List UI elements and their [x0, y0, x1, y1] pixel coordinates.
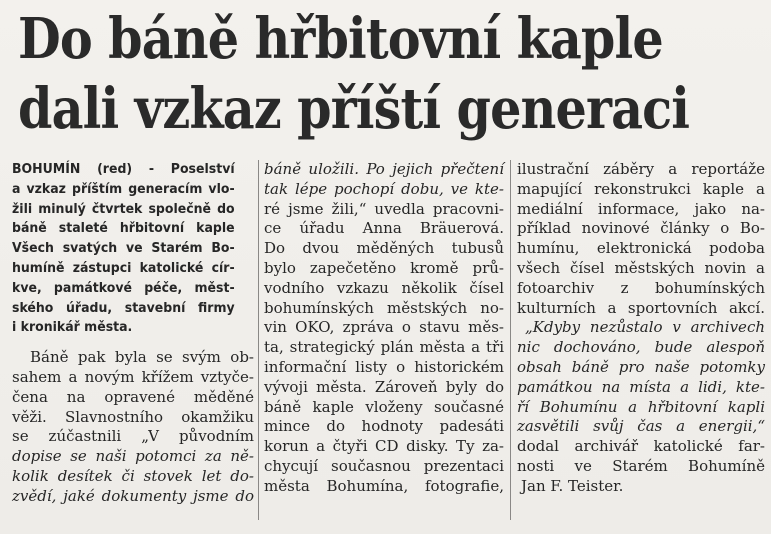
article-column-1 — [12, 160, 254, 507]
body-line: mince do hodnoty padesáti — [264, 417, 504, 436]
column-divider — [510, 160, 511, 520]
body-line: ilustrační záběry a reportáže — [517, 160, 765, 178]
body-line: báně uložili. Po jejich přečtení — [264, 160, 504, 178]
body-line: památkou na místa a lidi, kte- — [517, 377, 765, 396]
body-line: chycují současnou prezentaci — [264, 456, 504, 475]
body-line: kolik desítek či stovek let do- — [12, 466, 254, 485]
lead-line: humíně zástupci katolické cír- — [12, 259, 235, 276]
body-line: města Bohumína, fotografie, — [264, 476, 504, 495]
body-line: Do dvou měděných tubusů — [264, 239, 504, 258]
body-line: ré jsme žili,“ uvedla pracovni- — [264, 199, 504, 218]
body-line: vývoji města. Zároveň byly do — [264, 377, 504, 396]
body-line: vin OKO, zpráva o stavu měs- — [264, 318, 504, 337]
body-line: všech čísel městských novin a — [517, 258, 765, 277]
body-line: „Kdyby nezůstalo v archivech — [525, 318, 765, 337]
lead-line: kve, památkové péče, měst- — [12, 279, 235, 296]
body-line: dodal archivář katolické far- — [517, 437, 765, 456]
body-line: sahem a novým křížem vztyče- — [12, 367, 254, 386]
body-line: zasvětili svůj čas a energii,“ — [517, 417, 765, 436]
body-line: nic dochováno, bude alespoň — [517, 338, 765, 357]
body-line: věži. Slavnostního okamžiku — [12, 407, 254, 426]
body-line: bylo zapečetěno kromě prů- — [264, 258, 504, 277]
body-line: Jan F. Teister. — [521, 476, 624, 495]
headline-line-2: dali vzkaz příští generaci — [18, 76, 690, 142]
lead-line: žili minulý čtvrtek společně do — [12, 200, 235, 217]
lead-line: ského úřadu, stavební firmy — [12, 299, 235, 316]
body-line: nosti ve Starém Bohumíně — [517, 456, 765, 475]
body-line: příklad novinové články o Bo- — [517, 219, 765, 238]
body-line: fotoarchiv z bohumínských — [517, 278, 765, 297]
body-line: se zúčastnili „V původním — [12, 427, 254, 446]
article-column-2 — [264, 160, 504, 497]
body-line: informační listy o historickém — [264, 357, 504, 376]
body-line: vodního vzkazu několik čísel — [264, 278, 504, 297]
body-line: ce úřadu Anna Bräuerová. — [264, 219, 504, 238]
lead-line: báně staleté hřbitovní kaple — [12, 220, 235, 237]
body-line: mediální informace, jako na- — [517, 199, 765, 218]
column-divider — [258, 160, 259, 520]
body-line: bohumínských městských no- — [264, 298, 504, 317]
body-line: dopise se naši potomci za ně- — [12, 447, 254, 466]
body-line: báně kaple vloženy současné — [264, 397, 504, 416]
body-line: ří Bohumínu a hřbitovní kapli — [517, 397, 765, 416]
lead-line: a vzkaz příštím generacím vlo- — [12, 180, 235, 197]
lead-line: BOHUMÍN (red) - Poselství — [12, 161, 235, 177]
body-line: čena na opravené měděné — [12, 387, 254, 406]
headline-line-1: Do báně hřbitovní kaple — [18, 6, 663, 72]
body-line: ta, strategický plán města a tři — [264, 338, 504, 357]
body-line: humínu, elektronická podoba — [517, 239, 765, 258]
article-body-paragraph — [12, 348, 254, 506]
body-line: Báně pak byla se svým ob- — [30, 348, 254, 367]
body-line: korun a čtyři CD disky. Ty za- — [264, 437, 504, 456]
lead-line: i kronikář města. — [12, 319, 133, 336]
body-line: zvědí, jaké dokumenty jsme do — [12, 486, 254, 505]
body-line: kulturních a sportovních akcí. — [517, 298, 765, 317]
article-column-3 — [517, 160, 765, 497]
article-headline — [18, 4, 690, 144]
body-line: obsah báně pro naše potomky — [517, 357, 765, 376]
article-lead — [12, 160, 235, 338]
body-line: tak lépe pochopí dobu, ve kte- — [264, 179, 504, 198]
body-line: mapující rekonstrukci kaple a — [517, 179, 765, 198]
lead-line: Všech svatých ve Starém Bo- — [12, 240, 235, 257]
